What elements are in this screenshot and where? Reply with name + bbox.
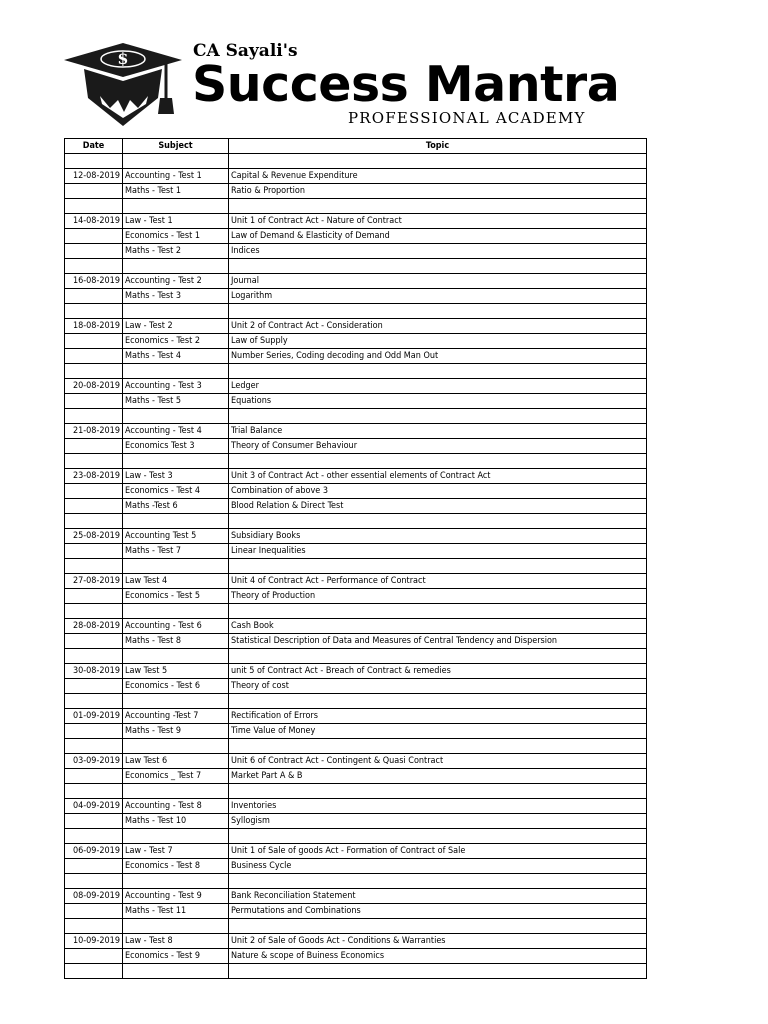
cell-subject: Economics - Test 5	[123, 589, 229, 604]
table-row	[65, 604, 647, 619]
table-row	[65, 949, 647, 964]
cell-subject: Law Test 6	[123, 754, 229, 769]
cell-date	[65, 484, 123, 499]
cell-topic: Theory of Consumer Behaviour	[229, 439, 647, 454]
cell-subject	[123, 304, 229, 319]
cell-date: 18-08-2019	[65, 319, 123, 334]
table-row	[65, 199, 647, 214]
table-row	[65, 739, 647, 754]
cell-date	[65, 739, 123, 754]
cell-topic: Unit 6 of Contract Act - Contingent & Quasi Contract	[229, 754, 647, 769]
column-header-subject: Subject	[123, 139, 229, 154]
cell-topic: Linear Inequalities	[229, 544, 647, 559]
table-row	[65, 574, 647, 589]
table-row	[65, 814, 647, 829]
cell-date: 08-09-2019	[65, 889, 123, 904]
cell-subject: Law - Test 7	[123, 844, 229, 859]
table-row	[65, 409, 647, 424]
cell-topic: Unit 1 of Contract Act - Nature of Contract	[229, 214, 647, 229]
cell-subject: Accounting - Test 8	[123, 799, 229, 814]
cell-topic: Subsidiary Books	[229, 529, 647, 544]
cell-subject: Accounting - Test 9	[123, 889, 229, 904]
cell-subject: Maths - Test 5	[123, 394, 229, 409]
cell-topic: Time Value of Money	[229, 724, 647, 739]
cell-topic: Logarithm	[229, 289, 647, 304]
cell-date	[65, 964, 123, 979]
cell-date	[65, 949, 123, 964]
cell-date	[65, 859, 123, 874]
cell-topic	[229, 964, 647, 979]
cell-date	[65, 589, 123, 604]
table-row	[65, 649, 647, 664]
table-row	[65, 184, 647, 199]
cell-date	[65, 814, 123, 829]
cell-date: 16-08-2019	[65, 274, 123, 289]
cell-date: 30-08-2019	[65, 664, 123, 679]
cell-topic	[229, 739, 647, 754]
cell-subject: Economics - Test 1	[123, 229, 229, 244]
cell-date	[65, 634, 123, 649]
table-row	[65, 589, 647, 604]
cell-topic: Indices	[229, 244, 647, 259]
table-row	[65, 244, 647, 259]
cell-subject: Law - Test 3	[123, 469, 229, 484]
column-header-topic: Topic	[229, 139, 647, 154]
cell-subject	[123, 409, 229, 424]
cell-subject	[123, 199, 229, 214]
cell-date	[65, 154, 123, 169]
table-row	[65, 274, 647, 289]
cell-subject: Law - Test 2	[123, 319, 229, 334]
cell-topic	[229, 514, 647, 529]
cell-subject: Maths - Test 4	[123, 349, 229, 364]
cell-subject	[123, 514, 229, 529]
cell-date	[65, 184, 123, 199]
cell-topic	[229, 454, 647, 469]
cell-subject	[123, 454, 229, 469]
table-row	[65, 919, 647, 934]
cell-subject	[123, 739, 229, 754]
cell-date	[65, 784, 123, 799]
cell-date	[65, 559, 123, 574]
cell-subject: Economics - Test 4	[123, 484, 229, 499]
table-row	[65, 469, 647, 484]
cell-subject: Economics - Test 9	[123, 949, 229, 964]
table-row	[65, 439, 647, 454]
brand-name: Success Mantra	[192, 56, 620, 113]
cell-topic	[229, 874, 647, 889]
cell-subject	[123, 364, 229, 379]
cell-date	[65, 334, 123, 349]
table-row	[65, 544, 647, 559]
table-row	[65, 379, 647, 394]
cell-topic: Combination of above 3	[229, 484, 647, 499]
cell-topic: Journal	[229, 274, 647, 289]
cell-topic	[229, 829, 647, 844]
cell-subject: Maths - Test 7	[123, 544, 229, 559]
cell-topic	[229, 199, 647, 214]
cell-date	[65, 409, 123, 424]
cell-date	[65, 244, 123, 259]
table-row	[65, 454, 647, 469]
table-row	[65, 769, 647, 784]
cell-topic: Blood Relation & Direct Test	[229, 499, 647, 514]
table-body	[65, 154, 647, 979]
cell-topic: Nature & scope of Buiness Economics	[229, 949, 647, 964]
cell-subject: Accounting - Test 4	[123, 424, 229, 439]
cell-date	[65, 289, 123, 304]
cell-subject: Maths -Test 6	[123, 499, 229, 514]
table-row	[65, 349, 647, 364]
cell-date: 14-08-2019	[65, 214, 123, 229]
cell-date	[65, 259, 123, 274]
schedule-table	[64, 138, 647, 979]
cell-date: 03-09-2019	[65, 754, 123, 769]
cell-subject: Accounting - Test 3	[123, 379, 229, 394]
table-row	[65, 664, 647, 679]
cell-topic: Unit 4 of Contract Act - Performance of Contract	[229, 574, 647, 589]
cell-subject	[123, 559, 229, 574]
cell-subject	[123, 784, 229, 799]
cell-subject	[123, 604, 229, 619]
cell-subject: Economics - Test 8	[123, 859, 229, 874]
cell-subject: Accounting - Test 1	[123, 169, 229, 184]
table-row	[65, 784, 647, 799]
cell-topic	[229, 154, 647, 169]
cell-date: 12-08-2019	[65, 169, 123, 184]
cell-subject: Law Test 5	[123, 664, 229, 679]
cell-date	[65, 769, 123, 784]
cell-subject	[123, 919, 229, 934]
cell-subject: Maths - Test 10	[123, 814, 229, 829]
table-row	[65, 214, 647, 229]
table-row	[65, 289, 647, 304]
table-row	[65, 934, 647, 949]
header	[62, 38, 647, 130]
table-row	[65, 484, 647, 499]
table-row	[65, 634, 647, 649]
cell-subject	[123, 964, 229, 979]
cell-date	[65, 199, 123, 214]
cell-topic: Ratio & Proportion	[229, 184, 647, 199]
table-row	[65, 754, 647, 769]
table-row	[65, 619, 647, 634]
cell-subject: Maths - Test 2	[123, 244, 229, 259]
cell-subject: Economics - Test 2	[123, 334, 229, 349]
cell-topic	[229, 604, 647, 619]
table-row	[65, 154, 647, 169]
brand-tagline: PROFESSIONAL ACADEMY	[348, 109, 586, 127]
cell-date	[65, 694, 123, 709]
cell-subject	[123, 694, 229, 709]
table-row	[65, 304, 647, 319]
cell-date: 04-09-2019	[65, 799, 123, 814]
cell-subject	[123, 874, 229, 889]
column-header-date: Date	[65, 139, 123, 154]
cell-date: 25-08-2019	[65, 529, 123, 544]
cell-topic: Cash Book	[229, 619, 647, 634]
cell-topic: Law of Demand & Elasticity of Demand	[229, 229, 647, 244]
table-row	[65, 889, 647, 904]
table-row	[65, 799, 647, 814]
cell-subject	[123, 829, 229, 844]
cell-date	[65, 604, 123, 619]
cell-date: 23-08-2019	[65, 469, 123, 484]
cell-topic: Ledger	[229, 379, 647, 394]
brand-owner: CA Sayali's	[193, 41, 298, 61]
cell-subject: Maths - Test 11	[123, 904, 229, 919]
cell-subject: Law - Test 1	[123, 214, 229, 229]
table-row	[65, 169, 647, 184]
cell-subject: Accounting Test 5	[123, 529, 229, 544]
cell-subject	[123, 154, 229, 169]
cell-topic	[229, 259, 647, 274]
table-row	[65, 529, 647, 544]
cell-topic: Market Part A & B	[229, 769, 647, 784]
table-row	[65, 844, 647, 859]
cell-date: 21-08-2019	[65, 424, 123, 439]
cell-subject	[123, 649, 229, 664]
cell-date	[65, 349, 123, 364]
cell-subject: Accounting - Test 2	[123, 274, 229, 289]
table-row	[65, 694, 647, 709]
table-row	[65, 514, 647, 529]
cell-date: 28-08-2019	[65, 619, 123, 634]
cell-date: 06-09-2019	[65, 844, 123, 859]
cell-topic: Business Cycle	[229, 859, 647, 874]
cell-date	[65, 439, 123, 454]
cell-topic: Capital & Revenue Expenditure	[229, 169, 647, 184]
cell-date	[65, 874, 123, 889]
cell-date	[65, 499, 123, 514]
cell-date	[65, 679, 123, 694]
table-row	[65, 259, 647, 274]
cell-topic	[229, 409, 647, 424]
table-row	[65, 424, 647, 439]
cell-subject: Maths - Test 3	[123, 289, 229, 304]
cell-date	[65, 304, 123, 319]
cell-topic	[229, 784, 647, 799]
table-header-row	[65, 139, 647, 154]
cell-topic: Inventories	[229, 799, 647, 814]
cell-topic: Unit 3 of Contract Act - other essential elements of Contract Act	[229, 469, 647, 484]
cell-subject: Maths - Test 9	[123, 724, 229, 739]
table-row	[65, 364, 647, 379]
cell-topic: Theory of cost	[229, 679, 647, 694]
cell-subject: Economics Test 3	[123, 439, 229, 454]
cell-subject: Law - Test 8	[123, 934, 229, 949]
cell-topic: Bank Reconciliation Statement	[229, 889, 647, 904]
table-row	[65, 499, 647, 514]
cell-date	[65, 394, 123, 409]
cell-topic: Statistical Description of Data and Measures of Central Tendency and Dispersion	[229, 634, 647, 649]
cell-date: 27-08-2019	[65, 574, 123, 589]
cell-topic: Unit 1 of Sale of goods Act - Formation of Contract of Sale	[229, 844, 647, 859]
cell-date	[65, 904, 123, 919]
cell-topic: Number Series, Coding decoding and Odd Man Out	[229, 349, 647, 364]
cell-subject: Economics _ Test 7	[123, 769, 229, 784]
cell-topic	[229, 649, 647, 664]
cell-topic: Unit 2 of Contract Act - Consideration	[229, 319, 647, 334]
cell-subject	[123, 259, 229, 274]
cell-date	[65, 829, 123, 844]
table-row	[65, 334, 647, 349]
graduation-cap-icon	[62, 38, 184, 130]
cell-date	[65, 364, 123, 379]
cell-date: 01-09-2019	[65, 709, 123, 724]
cell-topic	[229, 919, 647, 934]
cell-date	[65, 454, 123, 469]
cell-date	[65, 724, 123, 739]
cell-topic	[229, 559, 647, 574]
table-row	[65, 904, 647, 919]
cell-date	[65, 919, 123, 934]
cell-topic	[229, 694, 647, 709]
cell-date	[65, 649, 123, 664]
cell-topic: Law of Supply	[229, 334, 647, 349]
cell-topic	[229, 304, 647, 319]
cell-date	[65, 229, 123, 244]
cell-subject: Law Test 4	[123, 574, 229, 589]
table-row	[65, 874, 647, 889]
cell-topic: Unit 2 of Sale of Goods Act - Conditions & Warranties	[229, 934, 647, 949]
table-row	[65, 229, 647, 244]
cell-topic: Trial Balance	[229, 424, 647, 439]
table-row	[65, 319, 647, 334]
cell-topic	[229, 364, 647, 379]
cell-topic: Theory of Production	[229, 589, 647, 604]
cell-topic: Equations	[229, 394, 647, 409]
svg-text:$: $	[117, 49, 129, 68]
cell-date: 10-09-2019	[65, 934, 123, 949]
cell-topic: Rectification of Errors	[229, 709, 647, 724]
cell-date: 20-08-2019	[65, 379, 123, 394]
table-row	[65, 964, 647, 979]
table-row	[65, 394, 647, 409]
cell-subject: Accounting -Test 7	[123, 709, 229, 724]
cell-date	[65, 514, 123, 529]
table-row	[65, 709, 647, 724]
cell-topic: Syllogism	[229, 814, 647, 829]
cell-topic: unit 5 of Contract Act - Breach of Contract & remedies	[229, 664, 647, 679]
cell-date	[65, 544, 123, 559]
table-row	[65, 829, 647, 844]
cell-subject: Economics - Test 6	[123, 679, 229, 694]
table-row	[65, 559, 647, 574]
cell-subject: Maths - Test 1	[123, 184, 229, 199]
table-row	[65, 679, 647, 694]
table-row	[65, 859, 647, 874]
cell-topic: Permutations and Combinations	[229, 904, 647, 919]
table-row	[65, 724, 647, 739]
cell-subject: Maths - Test 8	[123, 634, 229, 649]
cell-subject: Accounting - Test 6	[123, 619, 229, 634]
